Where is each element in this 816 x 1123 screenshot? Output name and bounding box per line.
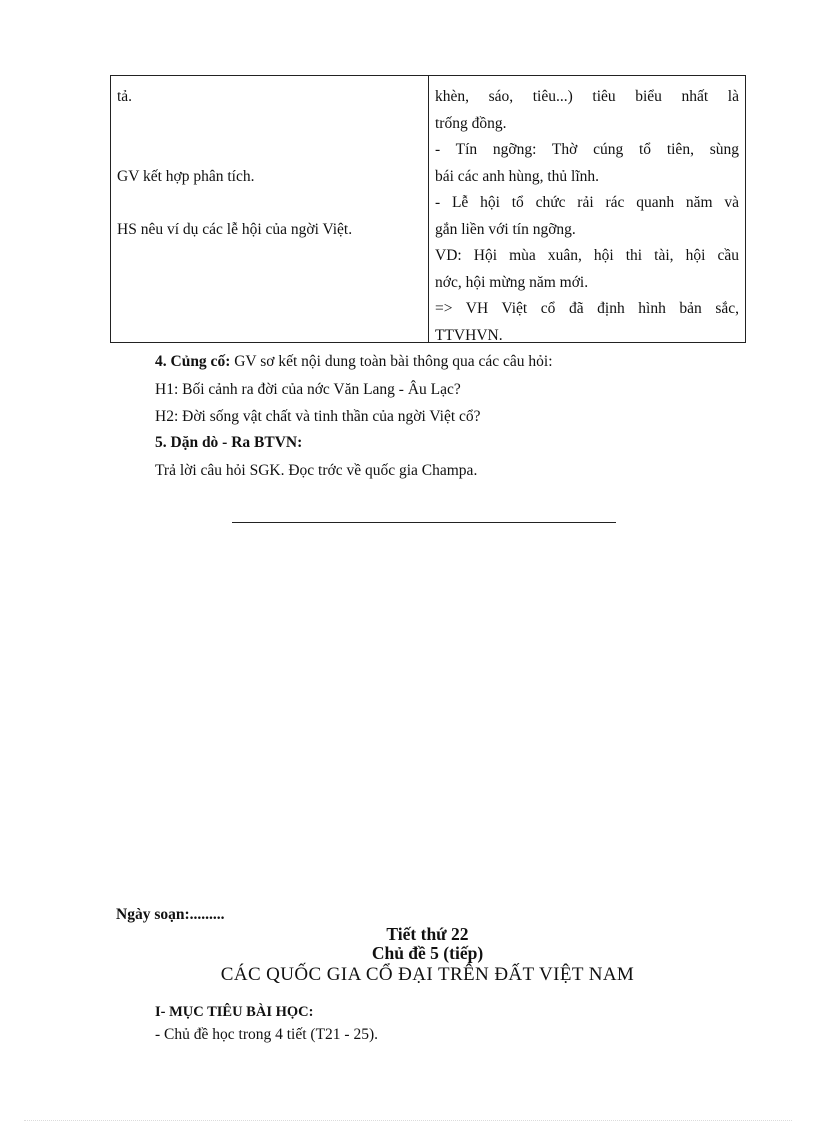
right-cell-line: nớc, hội mừng năm mới. xyxy=(435,273,589,291)
right-cell-line: trống đồng. xyxy=(435,114,507,132)
right-cell-line: TTVHVN. xyxy=(435,326,503,344)
right-cell-line: VD: Hội mùa xuân, hội thi tài, hội cầu xyxy=(435,247,739,264)
lesson-table xyxy=(110,75,746,343)
period-heading: Tiết thứ 22 xyxy=(386,924,469,944)
left-cell-line: HS nêu ví dụ các lễ hội của ngời Việt. xyxy=(117,221,353,238)
homework-heading: 5. Dặn dò - Ra BTVN: xyxy=(155,434,303,451)
consolidation-text: GV sơ kết nội dung toàn bài thông qua các câu hỏi: xyxy=(230,353,553,370)
prepared-date: Ngày soạn:......... xyxy=(116,906,225,923)
right-cell-line: khèn, sáo, tiêu...) tiêu biểu nhất là xyxy=(435,88,739,105)
right-cell-line: - Lễ hội tổ chức rải rác quanh năm và xyxy=(435,194,739,211)
right-cell-line: => VH Việt cổ đã định hình bản sắc, xyxy=(435,300,739,317)
topic-heading: Chủ đề 5 (tiếp) xyxy=(371,943,484,963)
homework-text: Trả lời câu hỏi SGK. Đọc trớc về quốc gia Champa. xyxy=(155,462,478,479)
right-cell-line: gắn liền với tín ngỡng. xyxy=(435,220,576,238)
consolidation-line xyxy=(155,353,553,371)
right-cell-line: bái các anh hùng, thủ lĩnh. xyxy=(435,167,599,185)
section-separator xyxy=(232,522,616,523)
left-cell-line: GV kết hợp phân tích. xyxy=(117,168,255,185)
objectives-text: - Chủ đề học trong 4 tiết (T21 - 25). xyxy=(155,1026,378,1043)
objectives-heading: I- MỤC TIÊU BÀI HỌC: xyxy=(155,1004,314,1020)
lesson-title: CÁC QUỐC GIA CỔ ĐẠI TRÊN ĐẤT VIỆT NAM xyxy=(220,964,635,985)
question-2: H2: Đời sống vật chất và tinh thần của ngời Việt cổ? xyxy=(155,408,481,425)
right-cell-line: - Tín ngỡng: Thờ cúng tổ tiên, sùng xyxy=(435,141,739,158)
left-cell-line: tả. xyxy=(117,88,133,105)
content-column xyxy=(429,76,745,342)
consolidation-heading: 4. Củng cố: xyxy=(155,353,231,370)
page-bottom-border xyxy=(24,1120,792,1121)
question-1: H1: Bối cảnh ra đời của nớc Văn Lang - Âu Lạc? xyxy=(155,381,461,398)
teacher-activity-column xyxy=(111,76,429,342)
